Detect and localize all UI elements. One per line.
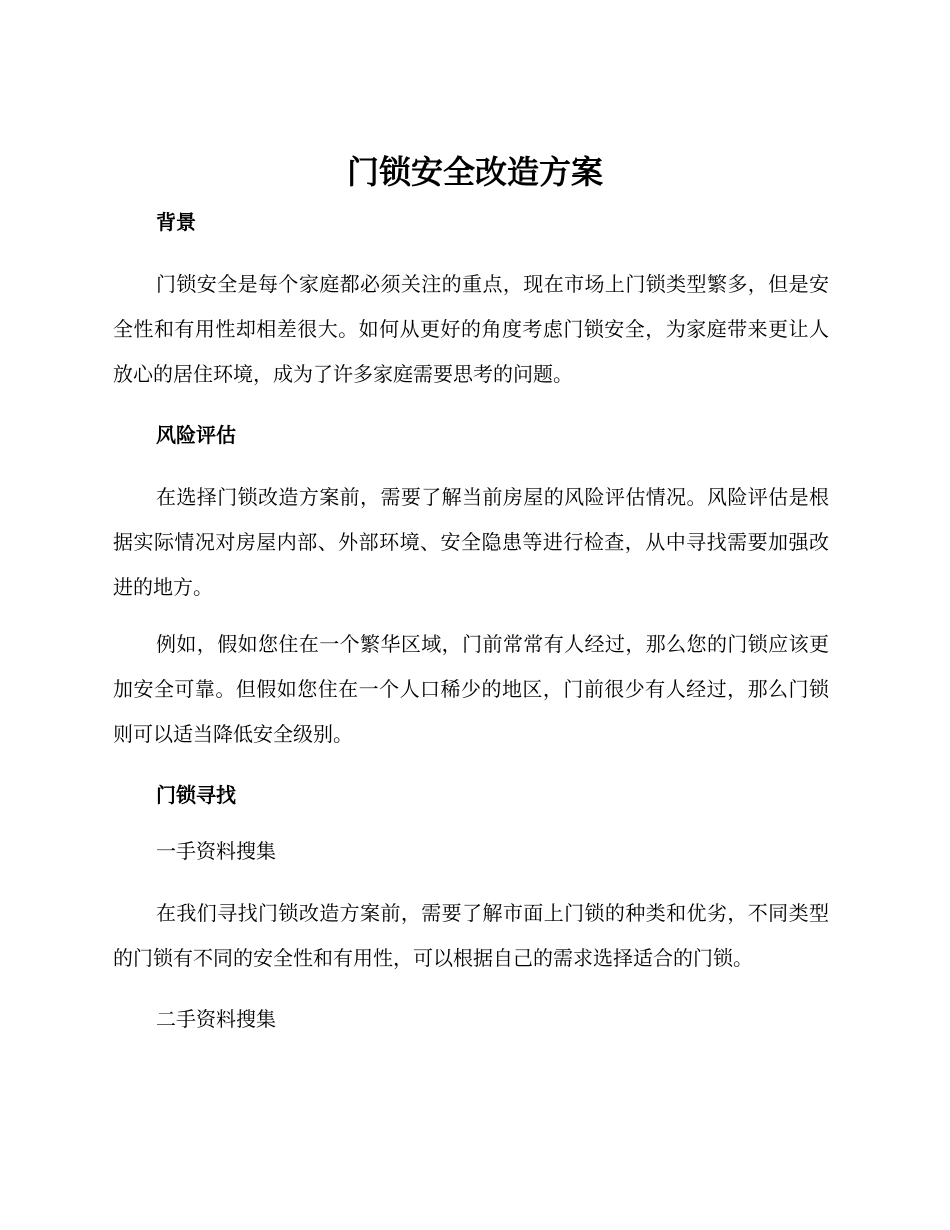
section-background [113,206,829,397]
section-risk-assessment [113,419,829,757]
paragraph: 例如，假如您住在一个繁华区域，门前常常有人经过，那么您的门锁应该更加安全可靠。但假如您住在一个人口稀少的地区，门前很少有人经过，那么门锁则可以适当降低安全级别。 [113,632,829,746]
paragraph: 门锁安全是每个家庭都必须关注的重点，现在市场上门锁类型繁多，但是安全性和有用性却相差很大。如何从更好的角度考虑门锁安全，为家庭带来更让人放心的居住环境，成为了许多家庭需要思考的问题。 [113,272,829,386]
paragraph: 在我们寻找门锁改造方案前，需要了解市面上门锁的种类和优劣，不同类型的门锁有不同的安全性和有用性，可以根据自己的需求选择适合的门锁。 [113,901,829,970]
subsection-heading: 二手资料搜集 [156,1007,276,1031]
section-heading: 门锁寻找 [156,783,236,807]
document-title: 门锁安全改造方案 [346,153,603,191]
section-heading: 风险评估 [156,423,236,447]
document-body [113,206,829,1035]
paragraph: 在选择门锁改造方案前，需要了解当前房屋的风险评估情况。风险评估是根据实际情况对房屋内部、外部环境、安全隐患等进行检查，从中寻找需要加强改进的地方。 [113,485,829,599]
section-heading: 背景 [156,210,196,234]
subsection-heading: 一手资料搜集 [156,839,276,863]
section-lock-search [113,779,829,1035]
